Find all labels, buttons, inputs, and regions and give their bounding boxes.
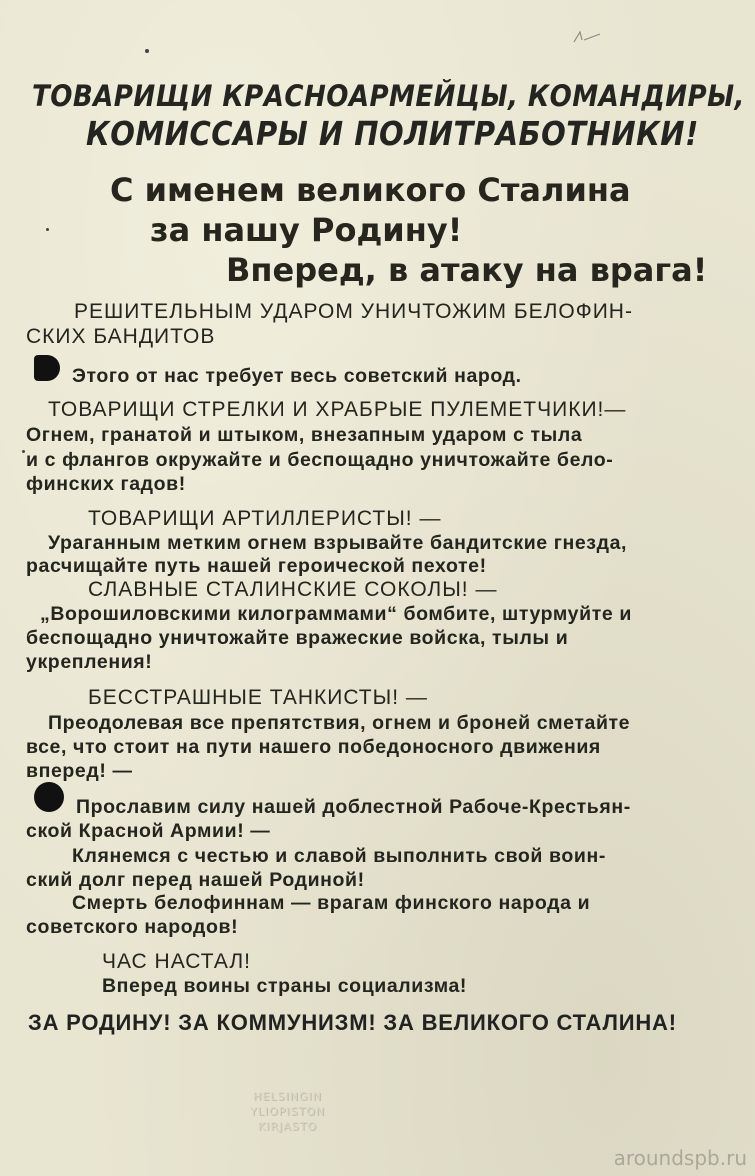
block6-line-4: ский долг перед нашей Родиной! — [26, 869, 365, 891]
block2-line-1: Огнем, гранатой и штыком, внезапным ударом с тыла — [26, 424, 583, 446]
block4-line-2: беспощадно уничтожайте вражеские войска, тылы и — [26, 627, 569, 649]
bullet-icon — [34, 782, 64, 812]
block5-line-1: Преодолевая все препятствия, огнем и броней сметайте — [48, 712, 631, 734]
block7-line-2: Вперед воины страны социализма! — [102, 975, 468, 997]
block5-line-2: все, что стоит на пути нашего победоносного движения — [26, 736, 601, 758]
pencil-mark — [572, 28, 602, 46]
block1-line-1: РЕШИТЕЛЬНЫМ УДАРОМ УНИЧТОЖИМ БЕЛОФИН- — [74, 300, 633, 323]
block4-line-1: „Ворошиловскими килограммами“ бомбите, штурмуйте и — [40, 603, 632, 625]
ink-speck — [22, 450, 25, 453]
ink-speck — [46, 228, 49, 231]
block6-line-5: Смерть белофиннам — врагам финского народа и — [72, 892, 591, 914]
block6-line-2: ской Красной Армии! — — [26, 820, 271, 842]
block4-title: СЛАВНЫЕ СТАЛИНСКИЕ СОКОЛЫ! — — [88, 578, 498, 601]
final-slogan: ЗА РОДИНУ! ЗА КОММУНИЗМ! ЗА ВЕЛИКОГО СТАЛИНА! — [28, 1010, 677, 1035]
block2-title: ТОВАРИЩИ СТРЕЛКИ И ХРАБРЫЕ ПУЛЕМЕТЧИКИ!— — [48, 398, 627, 421]
block5-title: БЕССТРАШНЫЕ ТАНКИСТЫ! — — [88, 686, 428, 709]
library-stamp — [250, 1090, 325, 1135]
slogan-line-3: Вперед, в атаку на врага! — [226, 251, 708, 289]
block6-line-1: Прославим силу нашей доблестной Рабоче-Крестьян- — [76, 796, 631, 818]
block3-title: ТОВАРИЩИ АРТИЛЛЕРИСТЫ! — — [88, 507, 442, 530]
block3-line-2: расчищайте путь нашей героической пехоте! — [26, 555, 487, 577]
bullet-icon — [34, 355, 60, 381]
block2-line-2: и с флангов окружайте и беспощадно уничтожайте бело- — [26, 449, 614, 471]
site-watermark: aroundspb.ru — [613, 1146, 747, 1170]
block6-line-6: советского народов! — [26, 916, 239, 938]
ink-speck — [145, 49, 149, 53]
header-line-1: ТОВАРИЩИ КРАСНОАРМЕЙЦЫ, КОМАНДИРЫ, — [32, 79, 745, 113]
stamp-line-3: KIRJASTO — [258, 1119, 318, 1133]
block5-line-3: вперед! — — [26, 760, 133, 782]
block1-line-2: СКИХ БАНДИТОВ — [26, 325, 216, 348]
block1-line-3: Этого от нас требует весь советский народ. — [72, 365, 522, 387]
header-line-2: КОМИССАРЫ И ПОЛИТРАБОТНИКИ! — [86, 114, 699, 153]
slogan-line-2: за нашу Родину! — [150, 211, 463, 249]
stamp-line-2: YLIOPISTON — [250, 1104, 326, 1118]
block3-line-1: Ураганным метким огнем взрывайте бандитские гнезда, — [48, 532, 628, 554]
block6-line-3: Клянемся с честью и славой выполнить свой воин- — [72, 845, 606, 867]
block4-line-3: укрепления! — [26, 651, 153, 673]
block7-line-1: ЧАС НАСТАЛ! — [102, 950, 251, 973]
stamp-line-1: HELSINGIN — [253, 1090, 323, 1103]
block2-line-3: финских гадов! — [26, 473, 186, 495]
slogan-line-1: С именем великого Сталина — [110, 171, 631, 209]
